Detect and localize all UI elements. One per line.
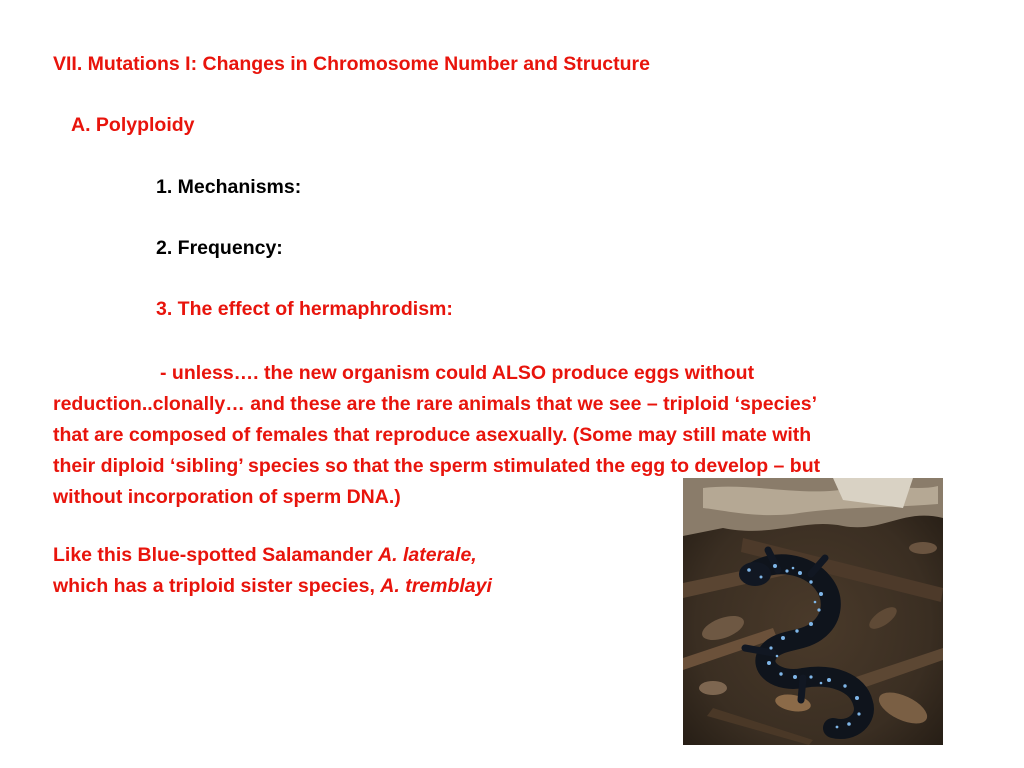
caption-line-2 <box>53 574 492 598</box>
caption-text: which has a triploid sister species, <box>53 575 381 597</box>
paragraph-line: their diploid ‘sibling’ species so that the sperm stimulated the egg to develop – but <box>53 455 821 477</box>
species-name-laterale: A. laterale, <box>378 544 477 566</box>
section-heading-polyploidy: A. Polyploidy <box>71 114 195 136</box>
caption-text: Like this Blue-spotted Salamander <box>53 544 379 566</box>
paragraph-line: without incorporation of sperm DNA.) <box>53 486 401 508</box>
paragraph-line: that are composed of females that reproduce asexually. (Some may still mate with <box>53 424 812 446</box>
salamander-photo <box>683 478 943 745</box>
caption-line-1 <box>53 543 477 567</box>
slide-heading: VII. Mutations I: Changes in Chromosome Number and Structure <box>53 53 650 75</box>
species-name-tremblayi: A. tremblayi <box>380 575 492 597</box>
item-mechanisms: 1. Mechanisms: <box>156 176 302 198</box>
paragraph-line: reduction..clonally… and these are the rare animals that we see – triploid ‘species’ <box>53 393 818 415</box>
item-hermaphrodism: 3. The effect of hermaphrodism: <box>156 298 453 320</box>
paragraph-line: - unless…. the new organism could ALSO produce eggs without <box>160 362 755 384</box>
item-frequency: 2. Frequency: <box>156 237 283 259</box>
